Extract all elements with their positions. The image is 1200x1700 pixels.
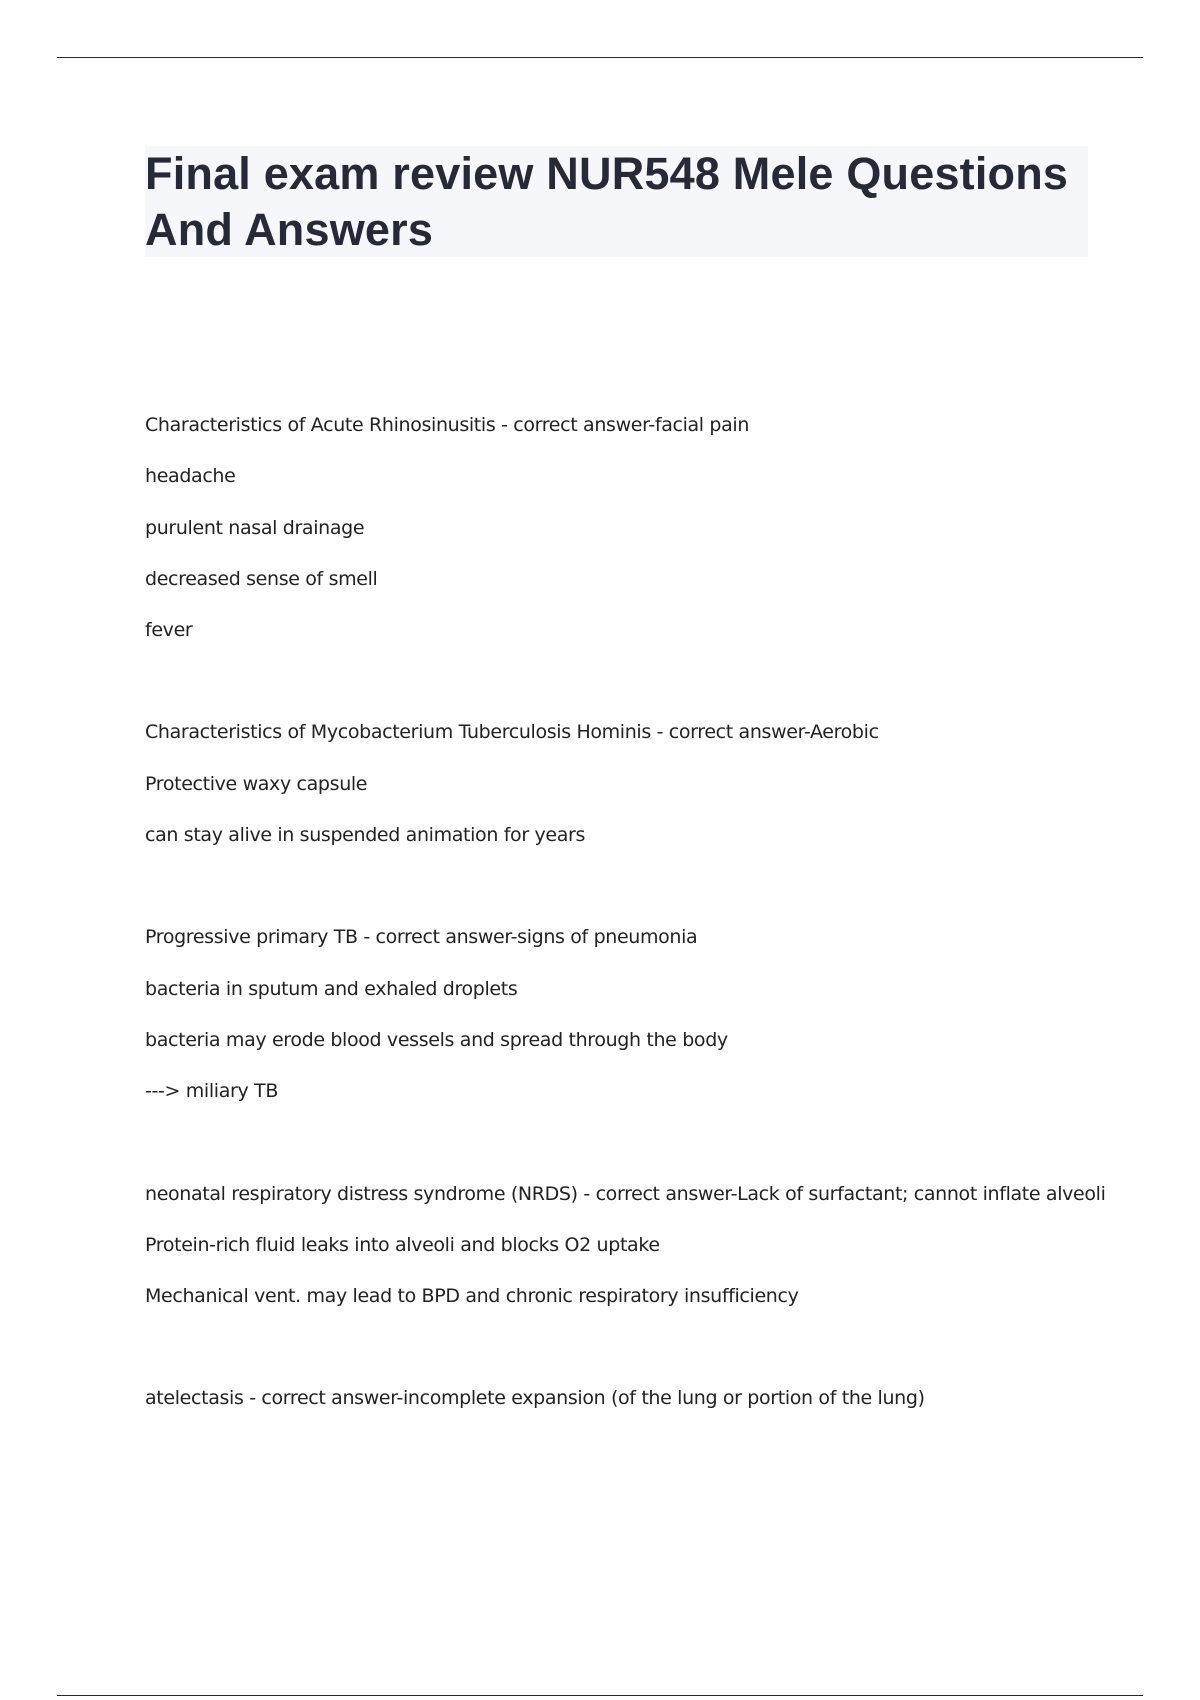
qa-line: decreased sense of smell: [145, 567, 378, 590]
qa-line: bacteria may erode blood vessels and spread through the body: [145, 1028, 728, 1051]
qa-content: [145, 410, 1105, 1486]
qa-line: Mechanical vent. may lead to BPD and chronic respiratory insufficiency: [145, 1285, 799, 1308]
title-block: [145, 146, 1088, 257]
qa-line: purulent nasal drainage: [145, 516, 365, 539]
qa-line: Characteristics of Acute Rhinosinusitis - correct answer-facial pain: [145, 414, 750, 436]
qa-line: Progressive primary TB - correct answer-signs of pneumonia: [145, 926, 698, 949]
qa-line: Protective waxy capsule: [145, 772, 368, 795]
qa-line: bacteria in sputum and exhaled droplets: [145, 977, 518, 1000]
qa-entry-acute-rhinosinusitis: [145, 410, 1105, 666]
qa-line: fever: [145, 619, 193, 642]
qa-line: Characteristics of Mycobacterium Tuberculosis Hominis - correct answer-Aerobic: [145, 721, 879, 744]
qa-entry-atelectasis: [145, 1383, 1105, 1434]
qa-line: atelectasis - correct answer-incomplete expansion (of the lung or portion of the lung): [145, 1387, 925, 1410]
qa-entry-nrds: [145, 1179, 1105, 1333]
qa-entry-mycobacterium-tuberculosis: [145, 717, 1105, 871]
qa-line: Protein-rich fluid leaks into alveoli and blocks O2 uptake: [145, 1233, 660, 1256]
qa-line: neonatal respiratory distress syndrome (NRDS) - correct answer-Lack of surfactant; cannot inflate alveoli: [145, 1182, 1106, 1205]
bottom-rule: [57, 1695, 1143, 1696]
qa-line: can stay alive in suspended animation for years: [145, 824, 586, 847]
top-rule: [57, 57, 1143, 58]
qa-entry-progressive-primary-tb: [145, 922, 1105, 1127]
qa-line: headache: [145, 465, 236, 488]
document-title: Final exam review NUR548 Mele Questions And Answers: [145, 148, 1069, 255]
qa-line: ---> miliary TB: [145, 1080, 279, 1103]
